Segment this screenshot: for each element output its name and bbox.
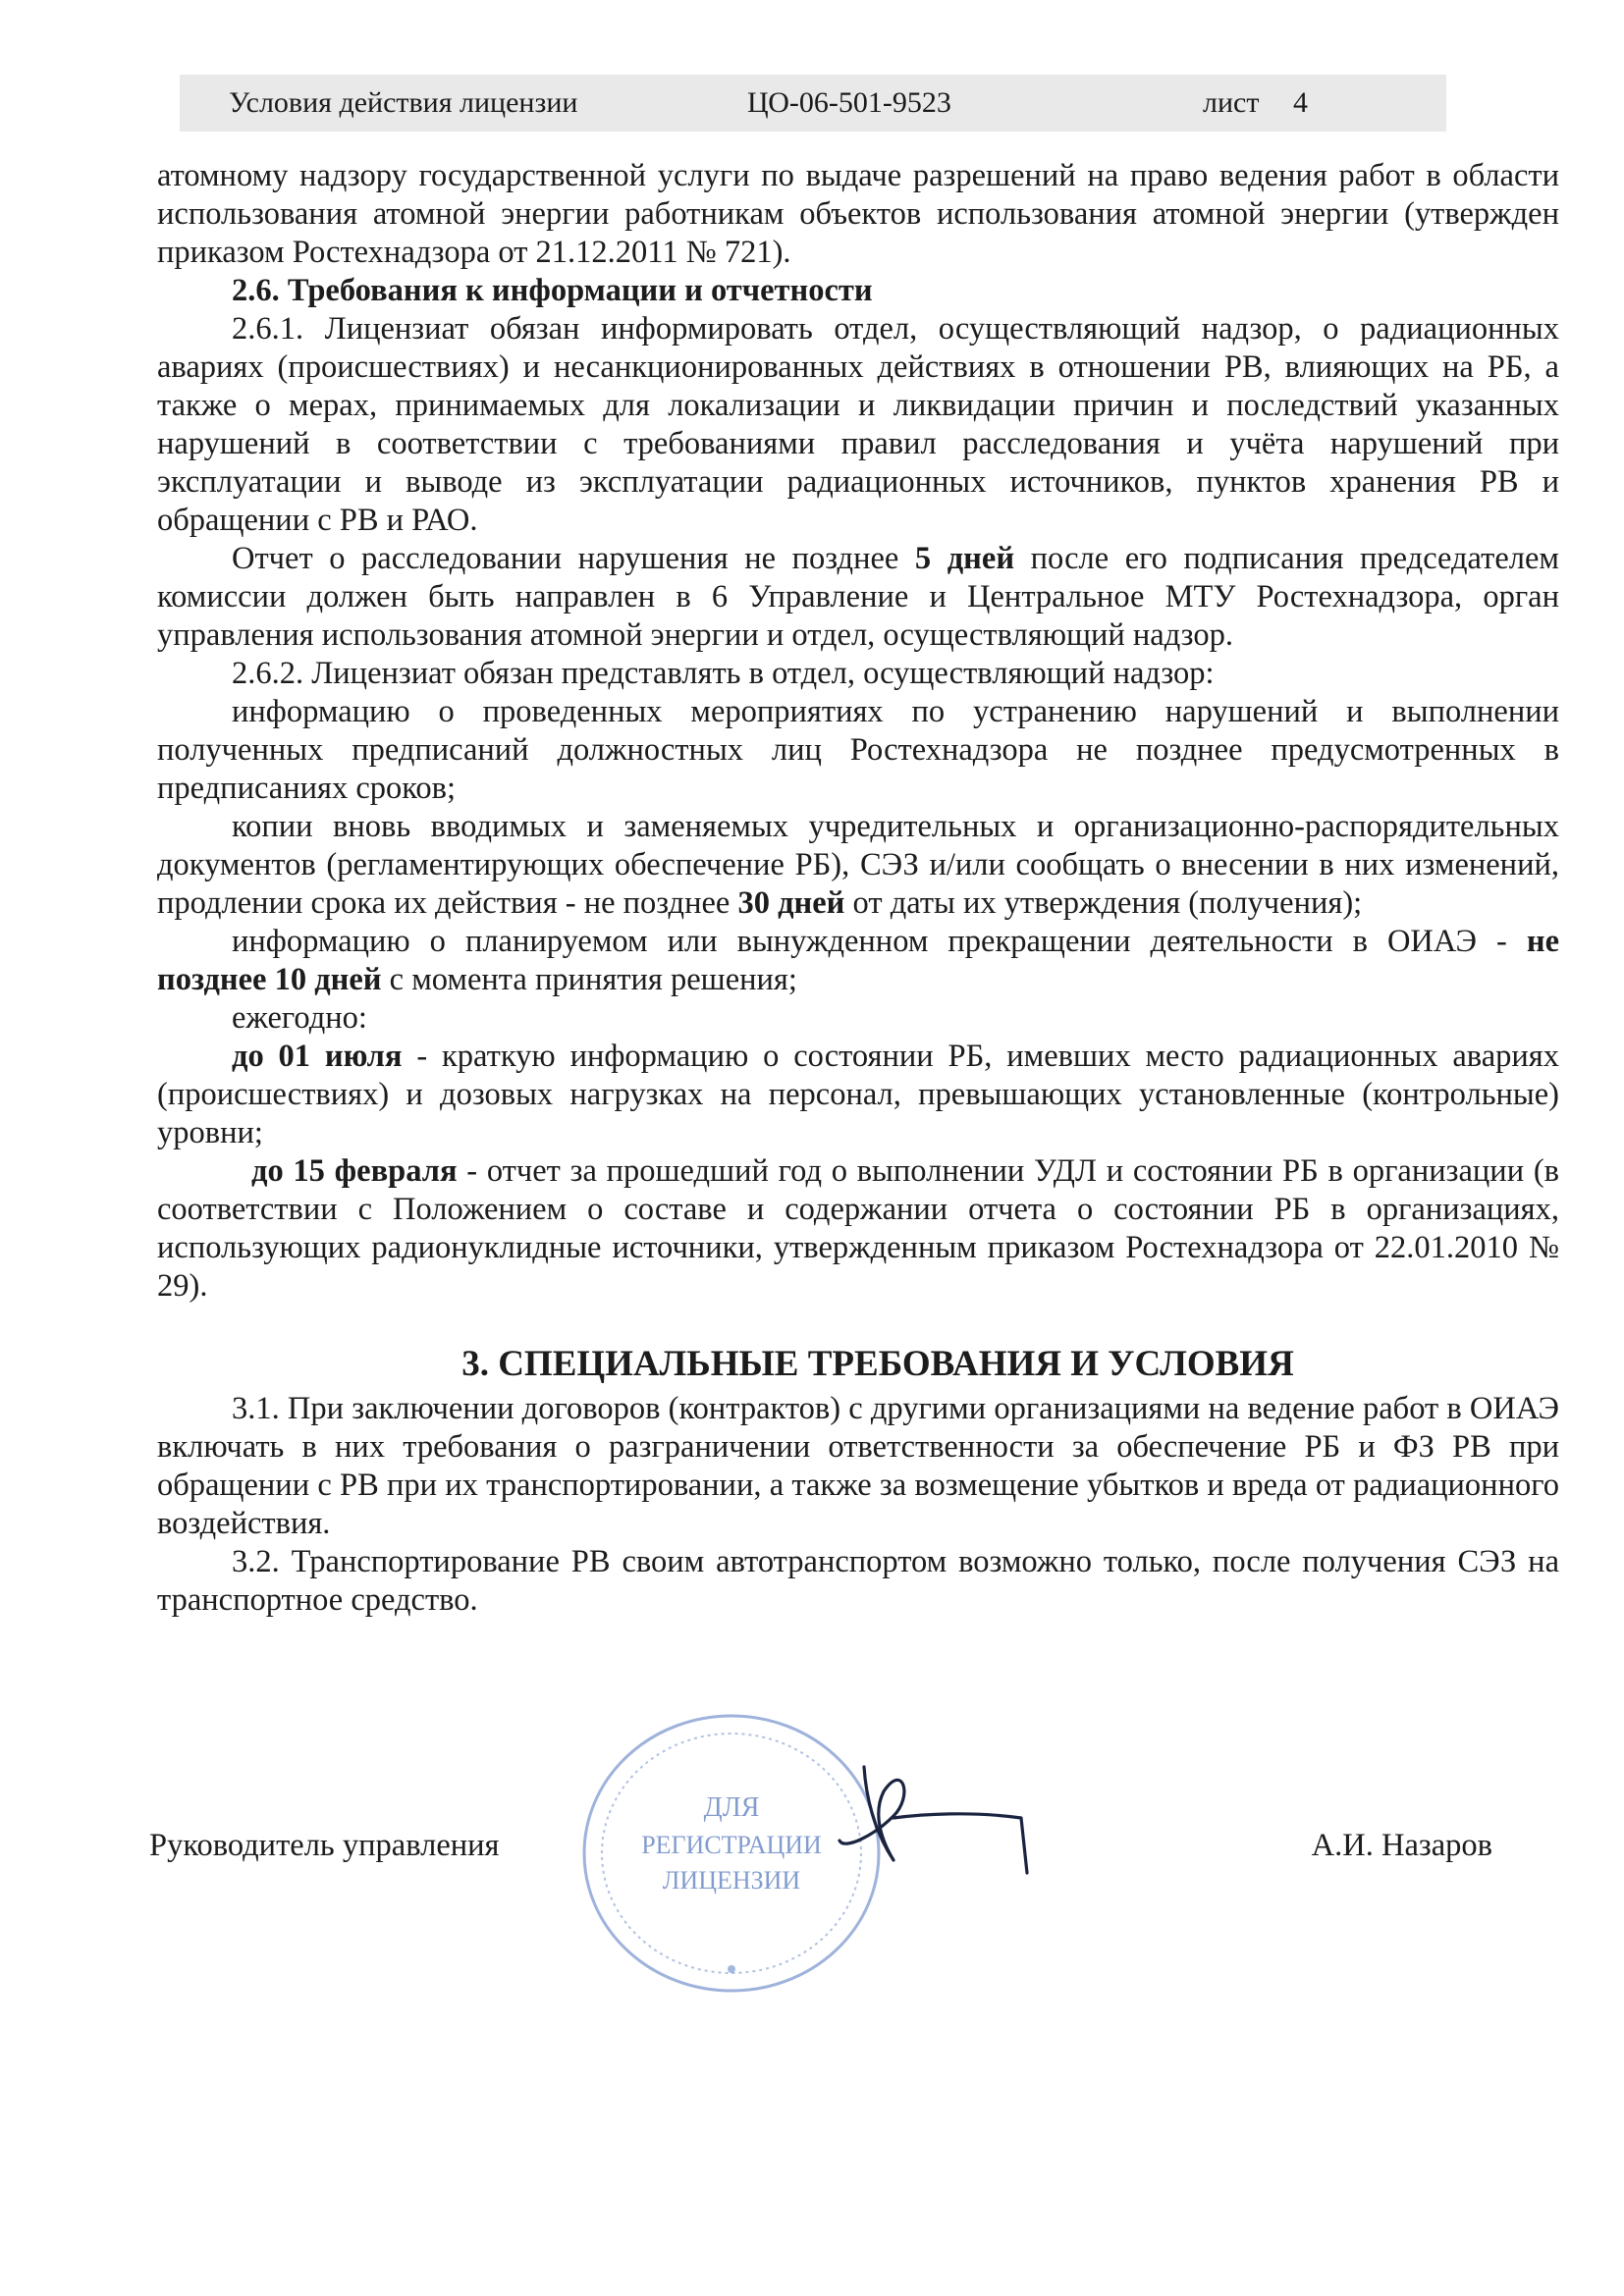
intro-paragraph: атомному надзору государственной услуги по выдаче разрешений на право ведения работ в области использования атомной энергии работникам объектов использования атомной энергии (утвержден приказом Ростехнадзора от 21.12.2011 № 721).: [157, 158, 1559, 270]
license-number: ЦО-06-501-9523: [747, 86, 951, 119]
item-july-deadline: до 01 июля: [232, 1039, 403, 1074]
stamp-line-3: ЛИЦЕНЗИИ: [662, 1866, 801, 1895]
paragraph-3-2: 3.2. Транспортирование РВ своим автотранспортом возможно только, после получения СЭЗ на транспортное средство.: [157, 1544, 1559, 1618]
license-header: [180, 75, 1446, 132]
report-text-a: Отчет о расследовании нарушения не позднее: [232, 541, 915, 576]
paragraph-2-6-2: 2.6.2. Лицензиат обязан представлять в отдел, осуществляющий надзор:: [232, 656, 1215, 691]
yearly-label: ежегодно:: [232, 1000, 367, 1036]
item-february-text: - отчет за прошедший год о выполнении УДЛ и состоянии РБ в организации (в соответствии с Положением о составе и содержании отчета о состоянии РБ в организациях, использующих радионуклидные источники, утвержденным приказом Ростехнадзора от 22.01.2010 № 29).: [157, 1153, 1559, 1304]
item-measures: информацию о проведенных мероприятиях по устранению нарушений и выполнении полученных предписаний должностных лиц Ростехнадзора не позднее предусмотренных в предписаниях сроков;: [157, 694, 1559, 806]
item-documents: [157, 808, 1559, 923]
report-paragraph: [157, 540, 1559, 655]
document-body: [157, 157, 1559, 1620]
stamp-line-1: ДЛЯ: [703, 1792, 760, 1823]
section-2-6-heading: 2.6. Требования к информации и отчетности: [232, 273, 873, 308]
sheet-label: лист: [1203, 86, 1260, 119]
item-termination-text-b: с момента принятия решения;: [381, 962, 797, 997]
paragraph-3-1: 3.1. При заключении договоров (контрактов) с другими организациями на ведение работ в ОИАЭ включать в них требования о разграничении ответственности за обеспечение РБ и ФЗ РВ при обращении с РВ при их транспортировании, а также за возмещение убытков и вреда от радиационного воздействия.: [157, 1391, 1559, 1541]
handwritten-signature: [835, 1757, 1051, 1880]
report-text-b: после его подписания председателем комиссии должен быть направлен в 6 Управление и Центральное МТУ Ростехнадзора, орган управления использования атомной энергии и отдел, осуществляющий надзор.: [157, 541, 1559, 653]
sheet-number: 4: [1293, 86, 1308, 119]
header-title: Условия действия лицензии: [229, 86, 578, 119]
item-termination-text-a: информацию о планируемом или вынужденном прекращении деятельности в ОИАЭ -: [232, 924, 1527, 959]
signer-role: Руководитель управления: [149, 1828, 500, 1863]
section-3-heading: 3. СПЕЦИАЛЬНЫЕ ТРЕБОВАНИЯ И УСЛОВИЯ: [461, 1344, 1294, 1384]
item-documents-deadline: 30 дней: [737, 885, 845, 921]
item-february: [157, 1152, 1559, 1306]
item-termination-deadline: не позднее 10 дней: [157, 924, 1559, 997]
item-february-deadline: до 15 февраля: [251, 1153, 458, 1189]
stamp-line-2: РЕГИСТРАЦИИ: [641, 1831, 822, 1859]
signer-name: А.И. Назаров: [1311, 1828, 1492, 1863]
paragraph-2-6-1: 2.6.1. Лицензиат обязан информировать отдел, осуществляющий надзор, о радиационных авариях (происшествиях) и несанкционированных действиях в отношении РВ, влияющих на РБ, а также о мерах, принимаемых для локализации и ликвидации причин и последствий указанных нарушений в соответствии с требованиями правил расследования и учёта нарушений при эксплуатации и выводе из эксплуатации радиационных источников, пунктов хранения РВ и обращении с РВ и РАО.: [157, 311, 1559, 538]
item-documents-text-b: от даты их утверждения (получения);: [844, 885, 1363, 921]
item-july: [157, 1038, 1559, 1152]
item-documents-text-a: копии вновь вводимых и заменяемых учредительных и организационно-распорядительных документов (регламентирующих обеспечение РБ), СЭЗ и/или сообщать о внесении в них изменений, продлении срока их действия - не позднее: [157, 809, 1559, 921]
report-deadline: 5 дней: [914, 541, 1015, 576]
item-termination: [157, 923, 1559, 999]
item-july-text: - краткую информацию о состоянии РБ, имевших место радиационных авариях (происшествиях) и дозовых нагрузках на персонал, превышающих установленные (контрольные) уровни;: [157, 1039, 1559, 1150]
